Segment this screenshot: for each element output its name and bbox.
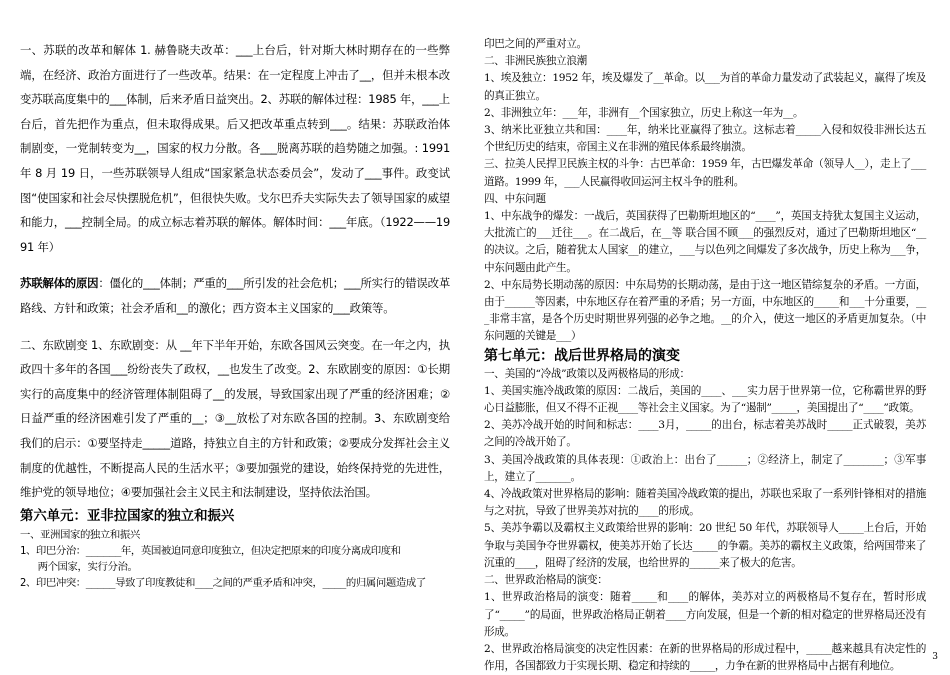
unit7-section-world-pattern: 二、世界政治格局的演变： [484,574,608,587]
paragraph-eastern-europe: 二、东欧剧变 1、东欧剧变：从 __年下半年开始，东欧各国风云突变。在一年之内，执政四十多年的各国___纷纷丧失了政权，__也发生了改变。2、东欧剧变的原因：①长期实行的高度集中的经济管理体制阻碍了__的发展，导致国家出现了严重的经济困难；②日益严重的经济困难引发了严重的__；③__放松了对东欧各国的控制。3、东欧剧变给我们的启示：①要坚持走_____道路，持独立自主的方针和政策；②要成分发挥社会主义制度的优越性，不断提高人民的生活水平；③要加强党的建设，始终保持党的先进性，维护党的领导地位；④要加强社会主义民主和法制建设，坚持依法治国。 [20,337,450,500]
paragraph-continuation: 印巴之间的严重对立。 [484,38,587,50]
page-number: 3 [932,652,938,662]
unit7-title: 第七单元：战后世界格局的演变 [484,347,680,364]
item-mideast-war: 1、中东战争的爆发：一战后，英国获得了巴勒斯坦地区的“____”，英国支持犹太复国主义运动，大批流亡的___迁往___。在二战后，在__等 联合国不顾___的强烈反对，通过了巴勒斯坦地区“__的决议。之后，随着犹太人国家__的建立，___与以色列之间爆发了多次战争，历史上称为___争，中东问题由此产生。 [484,210,926,274]
section-africa: 二、非洲民族独立浪潮 [484,55,587,68]
section-latin-america: 三、拉美人民捍卫民族主权的斗争：古巴革命：1959 年，古巴爆发革命（领导人__），走上了___道路。1999 年，___人民赢得收回运河主权斗争的胜利。 [484,158,926,188]
right-column [484,0,926,675]
unit7-section-cold-war: 一、美国的“冷战”政策以及两极格局的形成： [484,367,690,380]
causes-text: ：僵化的___体制；严重的___所引发的社会危机；___所实行的错误改革路线、方针和政策；社会矛盾和__的激化；西方资本主义国家的___政策等。 [20,276,451,315]
item-hegemony: 5、美苏争霸以及霸权主义政策给世界的影响：20 世纪 50 年代，苏联领导人_____上台后，开始争取与美国争夺世界霸权，使美苏开始了长达_____的争霸。美苏的霸权主义政策，给两国带来了沉重的____，阻碍了经济的发展，也给世界的______来了极大的危害。 [484,522,926,569]
unit6-item-partition: 1、印巴分治：______年，英国被迫同意印度独立，但决定把原来的印度分离成印度和 两个国家，实行分治。 [20,544,401,573]
left-column [20,0,450,591]
item-namibia: 3、纳米比亚独立共和国：____年，纳米比亚赢得了独立。这标志着_____入侵和奴役非洲长达五个世纪历史的结束，帝国主义在非洲的殖民体系最终崩溃。 [484,124,926,154]
item-world-pattern-factor: 2、世界政治格局演变的决定性因素：在新的世界格局的形成过程中，_____越来越具有决定性的作用，各国都致力于实现长期、稳定和持续的_____，力争在新的世界格局中占据有利地位。 [484,642,926,673]
item-cold-war-measures: 3、美国冷战政策的具体表现：①政治上：出台了______；②经济上，制定了________；③军事上，建立了_______。 [484,453,926,483]
unit6-item-conflict: 2、印巴冲突：_____导致了印度教徒和___之间的严重矛盾和冲突，____的归属问题造成了 [20,576,426,589]
item-world-pattern-evolution: 1、世界政治格局的演变：随着_____和____的解体，美苏对立的两极格局不复存在，暂时形成了“_____”的局面，世界政治格局正朝着____方向发展，但是一个新的相对稳定的世界格局还没有形成。 [484,591,926,638]
unit6-section-asia: 一、亚洲国家的独立和振兴 [20,528,140,541]
item-mideast-turmoil: 2、中东局势长期动荡的原因：中东局势的长期动荡，是由于这一地区错综复杂的矛盾。一方面，由于______等因素，中东地区存在着严重的矛盾；另一方面，中东地区的_____和___十分重要，___非常丰富，是各个历史时期世界列强的必争之地。__的介入，使这一地区的矛盾更加复杂。（中东问题的关键是___） [484,278,926,343]
item-africa-year: 2、非洲独立年：___年，非洲有__个国家独立，历史上称这一年为__。 [484,106,804,119]
paragraph-soviet-collapse-causes [20,271,450,320]
paragraph-soviet-reform: 一、苏联的改革和解体 1. 赫鲁晓夫改革：___上台后，针对斯大林时期存在的一些弊端，在经济、政治方面进行了一些改革。结果：在一定程度上冲击了__，但并未根本改变苏联高度集中的___体制，后来矛盾日益突出。2、苏联的解体过程：1985 年，___上台后，首先把作为重点，但未取得成果。后又把改革重点转到___。结果：苏联政治体制剧变，一党制转变为__，国家的权力分散。各___脱离苏联的趋势随之加强。: 1991 年 8 月 19 日，一些苏联领导人组成“国家紧急状态委员会”，发动了___事件。政变试图“使国家和社会尽快摆脱危机”，但很快失败。戈尔巴乔夫实际失去了领导国家的威望和能力，___控制全局。的成立标志着苏联的解体。解体时间：___年底。（1922——1991 年） [20,43,450,254]
unit6-title: 第六单元：亚非拉国家的独立和振兴 [20,508,235,524]
causes-label: 苏联解体的原因 [20,276,99,291]
item-cold-war-reason: 1、美国实施冷战政策的原因：二战后，美国的____、___实力居于世界第一位，它称霸世界的野心日益膨胀，但又不得不正视____等社会主义国家。为了“遏制”_____，美国提出了“____”政策。 [484,384,926,415]
section-middle-east: 四、中东问题 [484,192,546,205]
item-egypt: 1、埃及独立：1952 年，埃及爆发了__革命。以___为首的革命力量发动了武装起义，赢得了埃及的真正独立。 [484,72,926,102]
item-cold-war-impact: 4、冷战政策对世界格局的影响：随着美国冷战政策的提出，苏联也采取了一系列针锋相对的措施与之对抗，导致了世界美苏对抗的____的形成。 [484,488,926,518]
item-cold-war-start: 2、美苏冷战开始的时间和标志：____3月，_____的出台，标志着美苏战时_____正式破裂，美苏之间的冷战开始了。 [484,419,926,449]
